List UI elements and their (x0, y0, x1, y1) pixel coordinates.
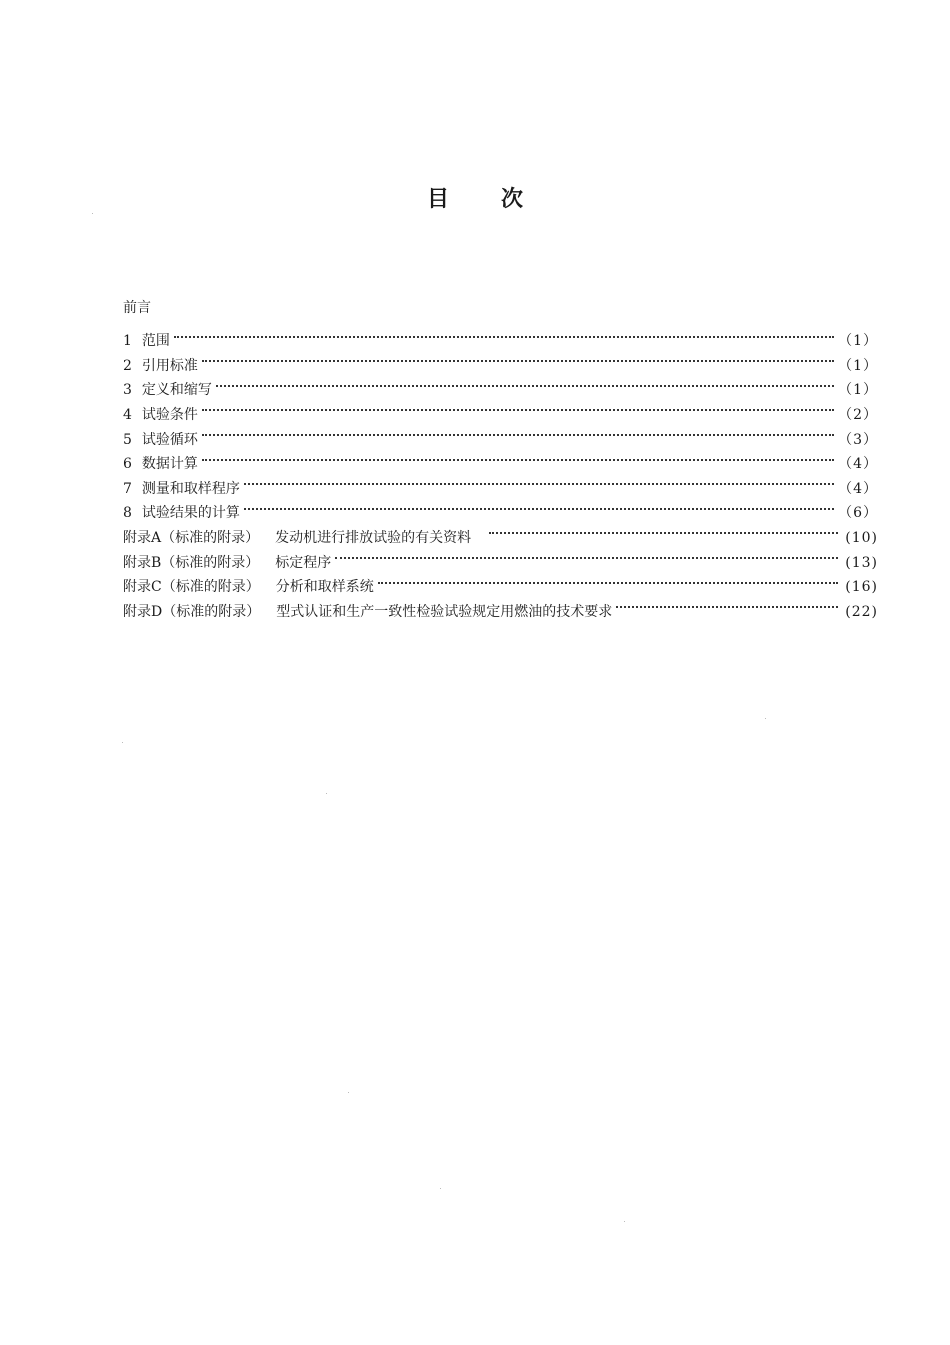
toc-entry-text: 试验结果的计算 (141, 505, 240, 522)
dot-leader (378, 567, 838, 592)
page-title (0, 182, 950, 213)
title-char-2: 次 (501, 187, 524, 212)
toc-entry-text: 定义和缩写 (141, 382, 212, 399)
toc-appendix-page: (16) (845, 579, 878, 596)
toc-entry-page: （2） (838, 406, 878, 423)
toc-appendix-prefix: 附录D（标准的附录） (123, 603, 261, 620)
toc-appendix-text: 型式认证和生产一致性检验试验规定用燃油的技术要求 (276, 603, 613, 620)
table-of-contents (123, 296, 878, 620)
toc-entry-text: 引用标准 (141, 357, 198, 374)
toc-entry-text: 试验循环 (141, 431, 198, 448)
toc-entry-page: （3） (838, 431, 878, 448)
toc-appendix-text: 分析和取样系统 (275, 579, 374, 596)
toc-heading-foreword[interactable]: 前言 (123, 300, 151, 316)
dot-leader (202, 345, 834, 370)
toc-entry-number: 2 (123, 357, 132, 374)
toc-entry-page: （1） (838, 333, 878, 350)
scan-speck (440, 1188, 441, 1189)
dot-leader (216, 370, 834, 395)
toc-entry-text: 试验条件 (141, 406, 198, 423)
title-char-1: 目 (426, 187, 449, 212)
toc-appendix-prefix: 附录B（标准的附录） (123, 554, 260, 571)
toc-entry-page: （1） (838, 357, 878, 374)
toc-entry-2[interactable] (123, 345, 878, 374)
dot-leader (244, 493, 834, 518)
toc-entry-6[interactable] (123, 444, 878, 473)
toc-entry-page: （1） (838, 382, 878, 399)
toc-entry-page: （4） (838, 456, 878, 473)
scan-speck (348, 1092, 349, 1093)
toc-entry-number: 1 (123, 333, 132, 350)
toc-entry-number: 5 (123, 431, 132, 448)
toc-appendix-prefix: 附录C（标准的附录） (123, 579, 260, 596)
toc-entry-text: 测量和取样程序 (141, 480, 240, 497)
dot-leader (202, 444, 834, 469)
toc-appendix-text: 发动机进行排放试验的有关资料 (275, 529, 472, 546)
toc-entry-7[interactable] (123, 468, 878, 497)
toc-appendix-page: (13) (845, 554, 878, 571)
toc-entry-5[interactable] (123, 419, 878, 448)
toc-entry-number: 7 (123, 480, 132, 497)
toc-entry-text: 范围 (141, 333, 170, 350)
dot-leader (174, 321, 834, 346)
scan-speck (92, 213, 93, 214)
toc-entry-1[interactable] (123, 321, 878, 350)
toc-entry-page: （6） (838, 505, 878, 522)
dot-leader (244, 468, 834, 493)
toc-entry-number: 6 (123, 456, 132, 473)
toc-appendix-page: (10) (845, 529, 878, 546)
toc-appendix-text: 标定程序 (275, 554, 332, 571)
toc-entry-page: （4） (838, 480, 878, 497)
toc-entry-number: 8 (123, 505, 132, 522)
scan-speck (765, 718, 766, 719)
dot-leader (489, 517, 838, 542)
dot-leader (616, 591, 838, 616)
toc-entry-number: 4 (123, 406, 132, 423)
dot-leader (202, 394, 834, 419)
toc-entry-text: 数据计算 (141, 456, 198, 473)
toc-appendix-page: (22) (845, 603, 878, 620)
dot-leader (202, 419, 834, 444)
scan-speck (326, 793, 327, 794)
toc-entry-number: 3 (123, 382, 132, 399)
scan-speck (624, 1221, 625, 1222)
toc-appendix-prefix: 附录A（标准的附录） (123, 529, 260, 546)
scan-speck (122, 742, 123, 743)
toc-entry-3[interactable] (123, 370, 878, 399)
dot-leader (335, 542, 838, 567)
toc-entry-4[interactable] (123, 394, 878, 423)
